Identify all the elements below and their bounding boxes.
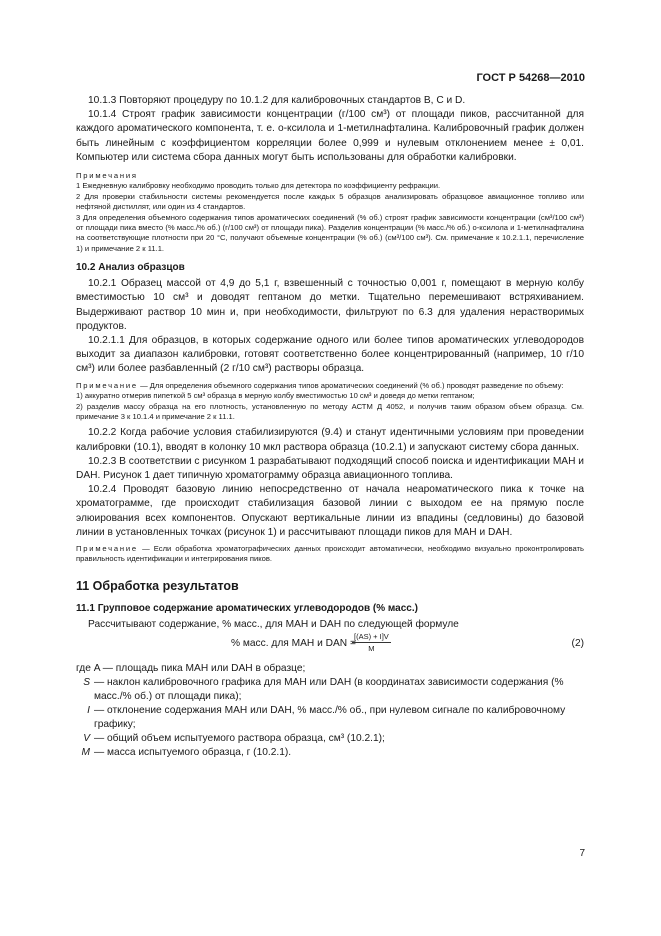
note-title: Примечание (76, 543, 138, 553)
para-10-2-1-1: 10.2.1.1 Для образцов, в которых содержание одного или более типов ароматических углеводородов выходит за диапазон калибровки, готовят соответственно более концентрированный (например, 10 г/10 см³) или более разбавленный (2 г/10 см³) растворы образца. (76, 335, 584, 375)
formula-numerator: [(AS) + I]V (354, 631, 389, 641)
formula-denominator: M (368, 643, 375, 653)
def-a: где A — площадь пика МАН или DAH в образце; (76, 662, 306, 674)
para-11-1: Рассчитывают содержание, % масс., для МАН и DAH по следующей формуле (88, 618, 459, 630)
variable-definitions (76, 662, 584, 760)
note-title: Примечание (76, 380, 138, 390)
note-3: 3 Для определения объемного содержания типов ароматических соединений (% об.) строят график зависимости концентрации (см³/100 см³) от площади пика вместо (% масс./% об.) (г/100 см³) от площади пика). Разделив концентрации (% масс./% об.) о-ксилола и 1-метилнафталина на соответствующие плотности при 20 °С, получают объемные концентрации (% об.) (см³/100 см³). См. примечание к 10.2.1.1, перечисление 1) и примечание 2 к 11.1. (76, 212, 584, 253)
formula-fraction (352, 632, 391, 653)
notes-block-1 (76, 171, 584, 254)
page-number: 7 (579, 848, 585, 859)
notes-title: Примечания (76, 171, 138, 181)
para-10-2-3: 10.2.3 В соответствии с рисунком 1 разрабатывают подходящий способ поиска и идентификации МАН и DAH. Рисунок 1 дает типичную хроматограмму образца авиационного топлива. (76, 455, 584, 481)
standard-code-header: ГОСТ Р 54268—2010 (476, 72, 585, 84)
page-content (76, 94, 584, 760)
note-text: — Если обработка хроматографических данных происходит автоматически, необходимо визуально проконтролировать правильность идентификации и интегрирования пиков. (76, 543, 584, 564)
note-item-1: 1) аккуратно отмерив пипеткой 5 см³ образца в мерную колбу вместимостью 10 см³ и доведя до метки гептаном; (76, 391, 475, 401)
para-10-1-4: 10.1.4 Строят график зависимости концентрации (г/100 см³) от площади пиков, рассчитанной для каждого ароматического компонента, т. е. о-ксилола и 1-метилнафталина. Калибровочный график должен быть линейным с коэффициентом корреляции более 0,999 и нулевым отклонением менее ± 0,01. Компьютер или система сбора данных могут быть использованы для обработки калибровки. (76, 109, 584, 163)
note-1: 1 Ежедневную калибровку необходимо проводить только для детектора по коэффициенту рефракции. (76, 181, 441, 191)
formula-number: (2) (571, 637, 584, 649)
section-10-2-heading: 10.2 Анализ образцов (76, 262, 185, 274)
section-11-1-heading: 11.1 Групповое содержание ароматических углеводородов (% масс.) (76, 602, 418, 614)
formula-lhs: % масс. для МАН и DAN = (231, 637, 356, 649)
sym-s: S (83, 676, 90, 688)
def-i: — отклонение содержания МАН или DAH, % масс./% об., при нулевом сигнале по калибровочному графику; (94, 704, 566, 730)
notes-block-2 (76, 381, 584, 423)
notes-block-3 (76, 544, 584, 565)
sym-v: V (83, 732, 90, 744)
def-s: — наклон калибровочного графика для МАН или DAH (в координатах зависимости содержания (% масс./% об.) от площади пика); (94, 676, 564, 702)
sym-i: I (87, 704, 90, 716)
def-m: — масса испытуемого образца, г (10.2.1). (94, 746, 292, 758)
para-10-2-2: 10.2.2 Когда рабочие условия стабилизируются (9.4) и станут идентичными условиям при проведении калибровки (10.1), вводят в колонку 10 мкл раствора образца (10.2.1) и запускают систему сбора данных. (76, 427, 584, 453)
formula-2 (76, 632, 584, 662)
section-11-heading: 11 Обработка результатов (76, 578, 239, 593)
def-v: — общий объем испытуемого раствора образца, см³ (10.2.1); (94, 732, 385, 744)
note-2: 2 Для проверки стабильности системы рекомендуется после каждых 5 образцов анализировать образцовое авиационное топливо или нефтяной дистиллят, или один из 4 стандартов. (76, 191, 584, 212)
para-10-2-1: 10.2.1 Образец массой от 4,9 до 5,1 г, взвешенный с точностью 0,001 г, помещают в мерную колбу вместимостью 10 см³ и доводят гептаном до метки. Тщательно перемешивают встряхиванием. Выдерживают раствор 10 мин и, при необходимости, фильтруют по 6.3 для удаления нерастворимых продуктов. (76, 278, 584, 332)
note-intro: — Для определения объемного содержания типов ароматических соединений (% об.) проводят разведение по объему: (137, 380, 564, 390)
note-item-2: 2) разделив массу образца на его плотность, установленную по методу АСТМ Д 4052, и получив таким образом объем образца. См. примечание 3 к 10.1.4 и примечание 2 к 11.1. (76, 401, 584, 421)
para-10-2-4: 10.2.4 Проводят базовую линию непосредственно от начала неароматического пика к точке на хроматограмме, где происходит стабилизация базовой линии с выходом ее на прямую после элюирования всех компонентов. Опускают вертикальные линии из впадины (седловины) до базовой линии в установленных точках (рисунок 1) и рассчитывают площади пиков для МАН и DAH. (76, 484, 584, 538)
para-10-1-3: 10.1.3 Повторяют процедуру по 10.1.2 для калибровочных стандартов В, С и D. (88, 95, 466, 106)
sym-m: M (81, 746, 90, 758)
